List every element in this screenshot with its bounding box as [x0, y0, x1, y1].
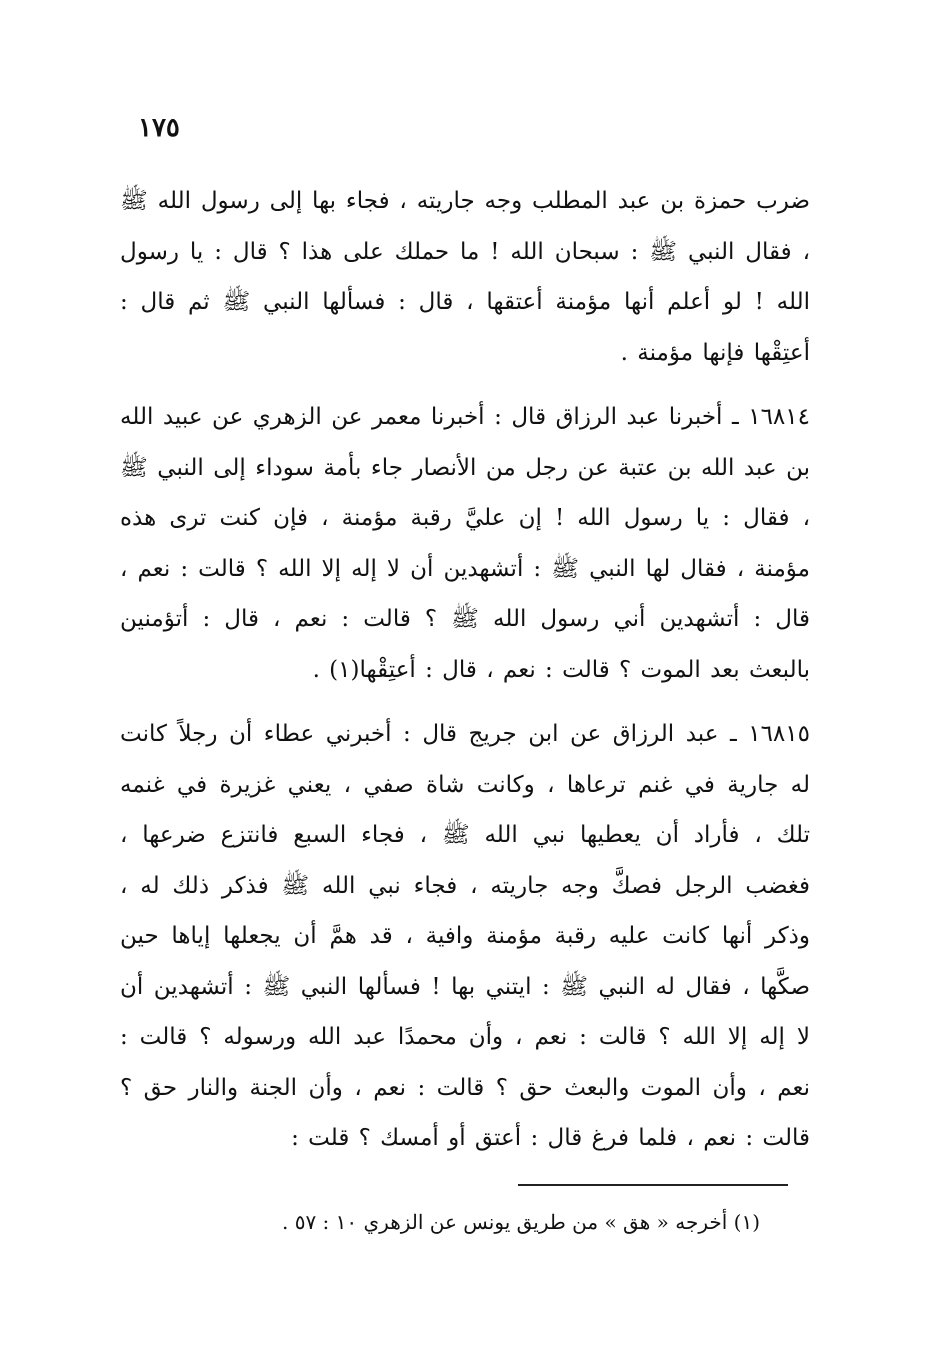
- footnote-divider: [518, 1184, 788, 1186]
- paragraph-continuation: ضرب حمزة بن عبد المطلب وجه جاريته ، فجاء بها إلى رسول الله ﷺ ، فقال النبي ﷺ : سبحان الله ! ما حملك على هذا ؟ قال : يا رسول الله ! لو أعلم أنها مؤمنة أعتقها ، قال : فسألها النبي ﷺ ثم قال : أعتِقْها فإنها مؤمنة .: [120, 188, 810, 366]
- paragraph-hadith-16814: ١٦٨١٤ ـ أخبرنا عبد الرزاق قال : أخبرنا معمر عن الزهري عن عبيد الله بن عبد الله بن عتبة عن رجل من الأنصار جاء بأمة سوداء إلى النبي ﷺ ، فقال : يا رسول الله ! إن عليَّ رقبة مؤمنة ، فإن كنت ترى هذه مؤمنة ، فقال لها النبي ﷺ : أتشهدين أن لا إله إلا الله ؟ قالت : نعم ، قال : أتشهدين أني رسول الله ﷺ ؟ قالت : نعم ، قال : أتؤمنين بالبعث بعد الموت ؟ قالت : نعم ، قال : أعتِقْها(١) .: [120, 404, 810, 683]
- main-text: [120, 176, 810, 1164]
- page-number: ١٧٥: [138, 113, 180, 143]
- footnote: (١) أخرجه « هق » من طريق يونس عن الزهري ١٠ : ٥٧ .: [282, 1210, 760, 1234]
- paragraph-hadith-16815: ١٦٨١٥ ـ عبد الرزاق عن ابن جريج قال : أخبرني عطاء أن رجلاً كانت له جارية في غنم ترعاها ، وكانت شاة صفي ، يعني غزيرة في غنمه تلك ، فأراد أن يعطيها نبي الله ﷺ ، فجاء السبع فانتزع ضرعها ، فغضب الرجل فصكَّ وجه جاريته ، فجاء نبي الله ﷺ فذكر ذلك له ، وذكر أنها كانت عليه رقبة مؤمنة وافية ، قد همَّ أن يجعلها إياها حين صكَّها ، فقال له النبي ﷺ : ايتني بها ! فسألها النبي ﷺ : أتشهدين أن لا إله إلا الله ؟ قالت : نعم ، وأن محمدًا عبد الله ورسوله ؟ قالت : نعم ، وأن الموت والبعث حق ؟ قالت : نعم ، وأن الجنة والنار حق ؟ قالت : نعم ، فلما فرغ قال : أعتق أو أمسك ؟ قلت :: [120, 721, 810, 1151]
